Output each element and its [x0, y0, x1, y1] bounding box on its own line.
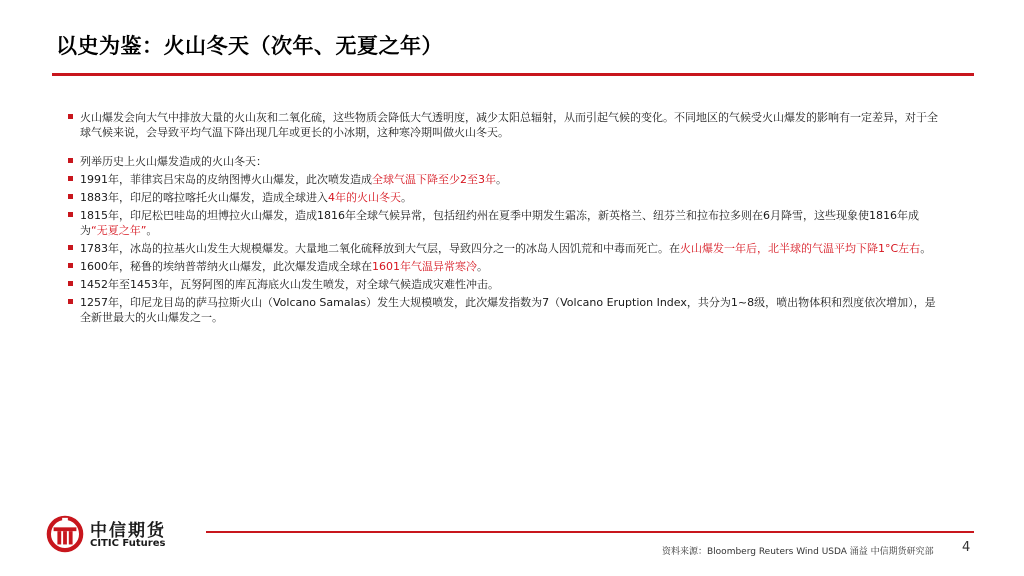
source-note: 资料来源：Bloomberg Reuters Wind USDA 涌益 中信期货研究部 — [662, 547, 934, 557]
bullet-list — [68, 110, 938, 328]
bullet-text: 火山爆发会向大气中排放大量的火山灰和二氧化硫，这些物质会降低大气透明度，减少太阳总辐射，从而引起气候的变化。不同地区的气候受火山爆发的影响有一定差异，对于全球气候来说，会导致平均气温下降出现几年或更长的小冰期，这种寒冷期叫做火山冬天。 — [80, 111, 938, 139]
page-title: 以史为鉴：火山冬天（次年、无夏之年） — [56, 34, 443, 58]
bullet-text: 1815年，印尼松巴哇岛的坦博拉火山爆发，造成1816年全球气候异常，包括纽约州在夏季中期发生霜冻，新英格兰、纽芬兰和拉布拉多则在6月降雪，这些现象使1816年成为 — [80, 209, 919, 237]
bullet-text: 1600年，秘鲁的埃纳普蒂纳火山爆发，此次爆发造成全球在 — [80, 260, 372, 273]
bullet-text: 。 — [920, 242, 932, 255]
bullet-text: 列举历史上火山爆发造成的火山冬天： — [80, 155, 267, 168]
bullet-text: 1257年，印尼龙目岛的萨马拉斯火山（Volcano Samalas）发生大规模喷发，此次爆发指数为7（Volcano Eruption Index，共分为1~8级，喷出物体积和烈度依次增加），是全新世最大的火山爆发之一。 — [80, 296, 936, 324]
bullet-item — [68, 295, 938, 325]
bullet-item — [68, 110, 938, 140]
bullet-text: 1883年，印尼的喀拉喀托火山爆发，造成全球进入 — [80, 191, 328, 204]
bullet-text: 。 — [477, 260, 488, 273]
highlight-text: 4年的火山冬天 — [328, 191, 401, 204]
bullet-item — [68, 172, 938, 187]
bullet-item — [68, 154, 938, 169]
bullet-item — [68, 241, 938, 256]
bullet-text: 1991年，菲律宾吕宋岛的皮纳图博火山爆发，此次喷发造成 — [80, 173, 372, 186]
citic-logo-icon — [46, 515, 84, 553]
bullet-item — [68, 208, 938, 238]
highlight-text: 全球气温下降至少2至3年 — [372, 173, 496, 186]
logo-english-name: CITIC Futures — [90, 538, 166, 549]
bullet-item — [68, 277, 938, 292]
logo-chinese-name: 中信期货 — [90, 521, 166, 541]
bullet-text: 1452年至1453年，瓦努阿图的库瓦海底火山发生喷发，对全球气候造成灾难性冲击。 — [80, 278, 499, 291]
highlight-text: 火山爆发一年后，北半球的气温平均下降1°C左右 — [680, 242, 921, 255]
title-divider — [52, 73, 974, 76]
bullet-item — [68, 259, 938, 274]
highlight-text: “无夏之年” — [91, 224, 147, 237]
bullet-item — [68, 190, 938, 205]
bullet-text: 。 — [146, 224, 158, 237]
bullet-text: 。 — [496, 173, 507, 186]
page-number: 4 — [962, 540, 971, 555]
footer-divider — [206, 531, 974, 533]
highlight-text: 1601年气温异常寒冷 — [372, 260, 477, 273]
citic-logo — [46, 515, 196, 557]
bullet-text: 。 — [401, 191, 412, 204]
bullet-text: 1783年，冰岛的拉基火山发生大规模爆发。大量地二氧化硫释放到大气层，导致四分之一的冰岛人因饥荒和中毒而死亡。在 — [80, 242, 680, 255]
